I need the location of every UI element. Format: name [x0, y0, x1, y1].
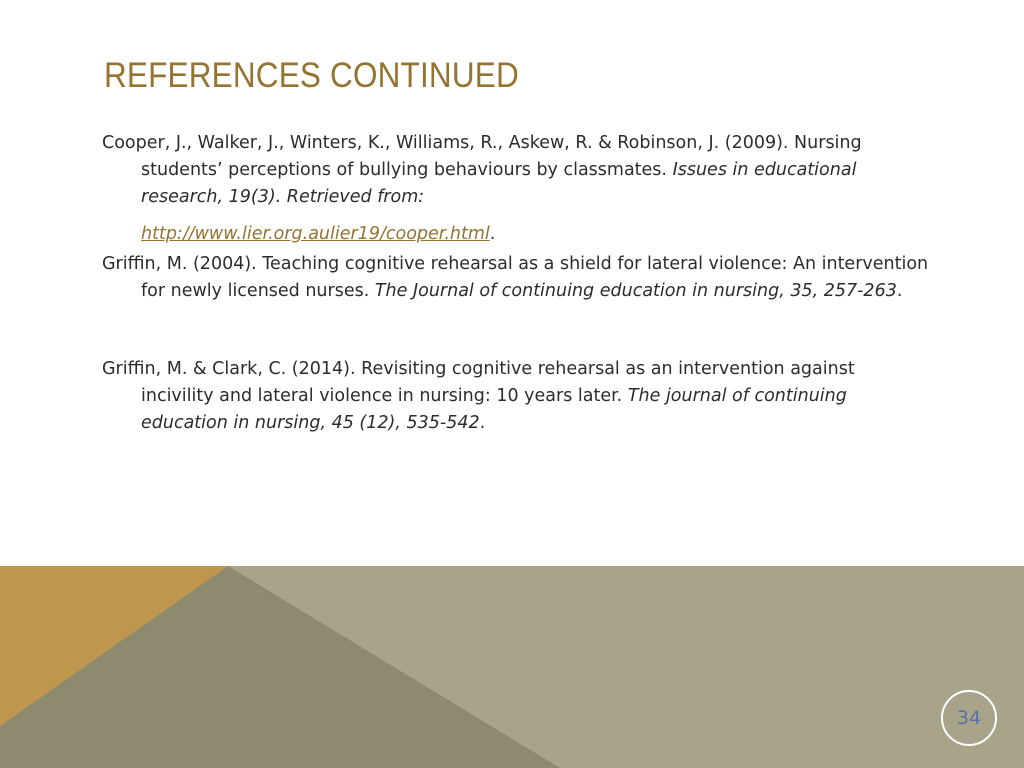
reference-cooper-text: Cooper, J., Walker, J., Winters, K., Williams, R., Askew, R. & Robinson, J. (2009). Nursing students’ perceptions of bullying behaviours by classmates.	[102, 133, 862, 180]
footer-decoration	[0, 566, 1024, 768]
reference-list	[102, 130, 932, 437]
page-number: 34	[956, 707, 982, 729]
reference-griffin-2004-text: Griffin, M. (2004). Teaching cognitive rehearsal as a shield for lateral violence: An intervention for newly licensed nurses.	[102, 254, 929, 301]
reference-cooper-link[interactable]: http://www.lier.org.aulier19/cooper.html	[141, 224, 490, 244]
reference-spacer	[102, 305, 932, 356]
reference-cooper-url-line	[102, 221, 932, 248]
reference-griffin-clark-2014	[102, 356, 932, 437]
page-number-badge	[941, 690, 997, 746]
reference-griffin-2004	[102, 251, 932, 305]
reference-griffin-2004-tail: .	[896, 281, 903, 301]
reference-griffin-clark-2014-text: Griffin, M. & Clark, C. (2014). Revisiting cognitive rehearsal as an intervention against incivility and lateral violence in nursing: 10 years later.	[102, 359, 855, 406]
reference-griffin-2004-source: The Journal of continuing education in nursing, 35, 257-263	[374, 281, 897, 301]
reference-cooper	[102, 130, 932, 211]
reference-griffin-clark-2014-source: The journal of continuing education in nursing, 45 (12), 535-542	[141, 386, 847, 433]
slide-title: REFERENCES CONTINUED	[104, 56, 519, 95]
reference-griffin-clark-2014-tail: .	[479, 413, 486, 433]
reference-cooper-source: Issues in educational research, 19(3). Retrieved from:	[141, 160, 857, 207]
reference-cooper-url-tail: .	[489, 224, 496, 244]
